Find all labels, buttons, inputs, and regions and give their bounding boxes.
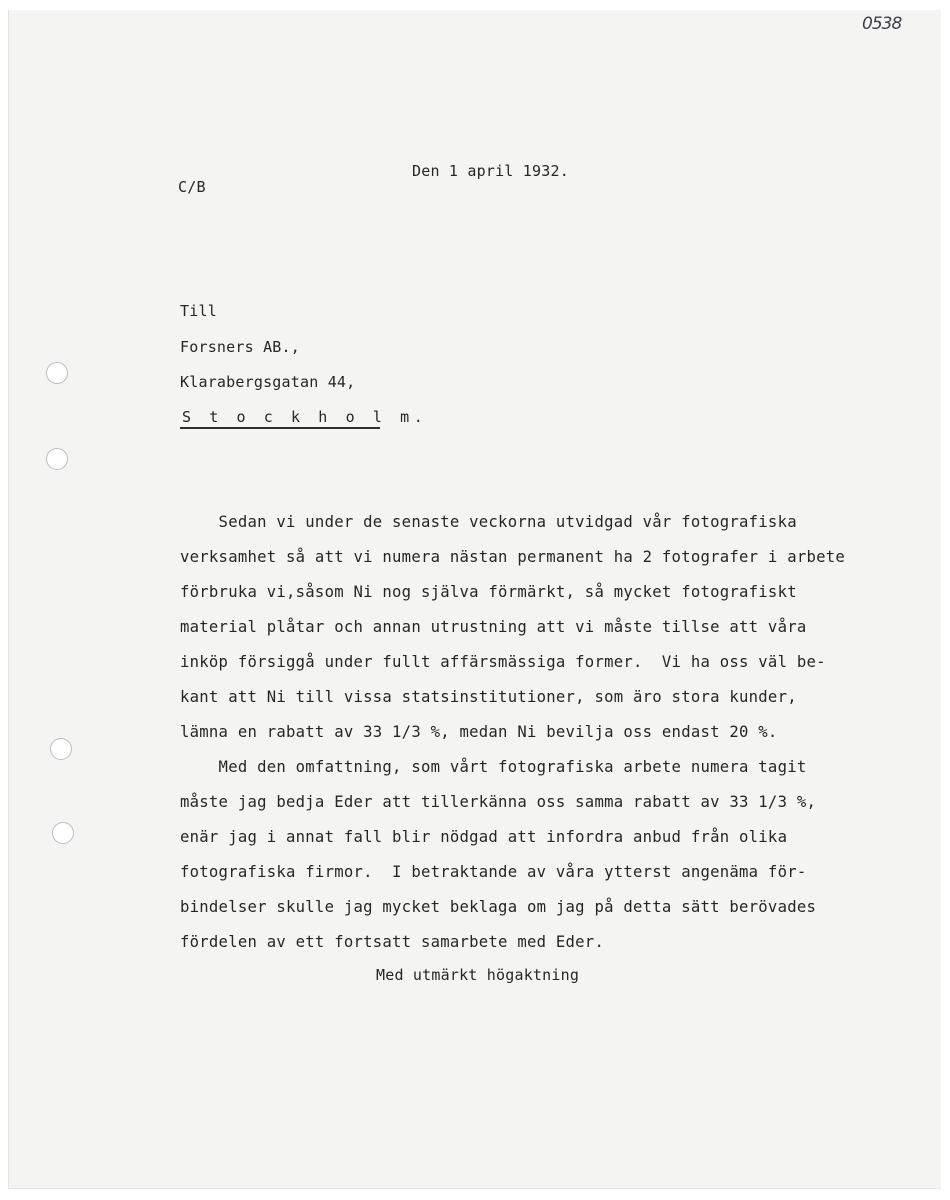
body-line: fördelen av ett fortsatt samarbete med Eder. bbox=[180, 933, 605, 951]
letter-date: Den 1 april 1932. bbox=[412, 162, 569, 180]
body-line: material plåtar och annan utrustning att vi måste tillse att våra bbox=[180, 618, 807, 636]
recipient-salutation: Till bbox=[180, 302, 217, 320]
recipient-street: Klarabergsgatan 44, bbox=[180, 373, 356, 391]
reference-initials: C/B bbox=[178, 178, 206, 196]
punch-hole bbox=[46, 448, 68, 470]
recipient-city: S t o c k h o l m. bbox=[182, 408, 428, 426]
body-line: måste jag bedja Eder att tillerkänna oss samma rabatt av 33 1/3 %, bbox=[180, 793, 817, 811]
punch-hole bbox=[52, 822, 74, 844]
punch-hole bbox=[46, 362, 68, 384]
body-line: fotografiska firmor. I betraktande av våra ytterst angenäma för- bbox=[180, 863, 807, 881]
closing-phrase: Med utmärkt högaktning bbox=[376, 966, 580, 984]
body-line: enär jag i annat fall blir nödgad att infordra anbud från olika bbox=[180, 828, 788, 846]
body-line: förbruka vi,såsom Ni nog själva förmärkt, så mycket fotografiskt bbox=[180, 583, 797, 601]
body-line: kant att Ni till vissa statsinstitutioner, som äro stora kunder, bbox=[180, 688, 797, 706]
recipient-company: Forsners AB., bbox=[180, 338, 300, 356]
body-line: Sedan vi under de senaste veckorna utvidgad vår fotografiska bbox=[180, 513, 797, 531]
body-line: lämna en rabatt av 33 1/3 %, medan Ni bevilja oss endast 20 %. bbox=[180, 723, 778, 741]
punch-hole bbox=[50, 738, 72, 760]
body-line: verksamhet så att vi numera nästan permanent ha 2 fotografer i arbete bbox=[180, 548, 846, 566]
body-line: bindelser skulle jag mycket beklaga om jag på detta sätt berövades bbox=[180, 898, 817, 916]
body-line: inköp försiggå under fullt affärsmässiga former. Vi ha oss väl be- bbox=[180, 653, 826, 671]
city-underline bbox=[180, 427, 380, 429]
archive-number: 0538 bbox=[862, 14, 902, 34]
body-line: Med den omfattning, som vårt fotografiska arbete numera tagit bbox=[180, 758, 807, 776]
